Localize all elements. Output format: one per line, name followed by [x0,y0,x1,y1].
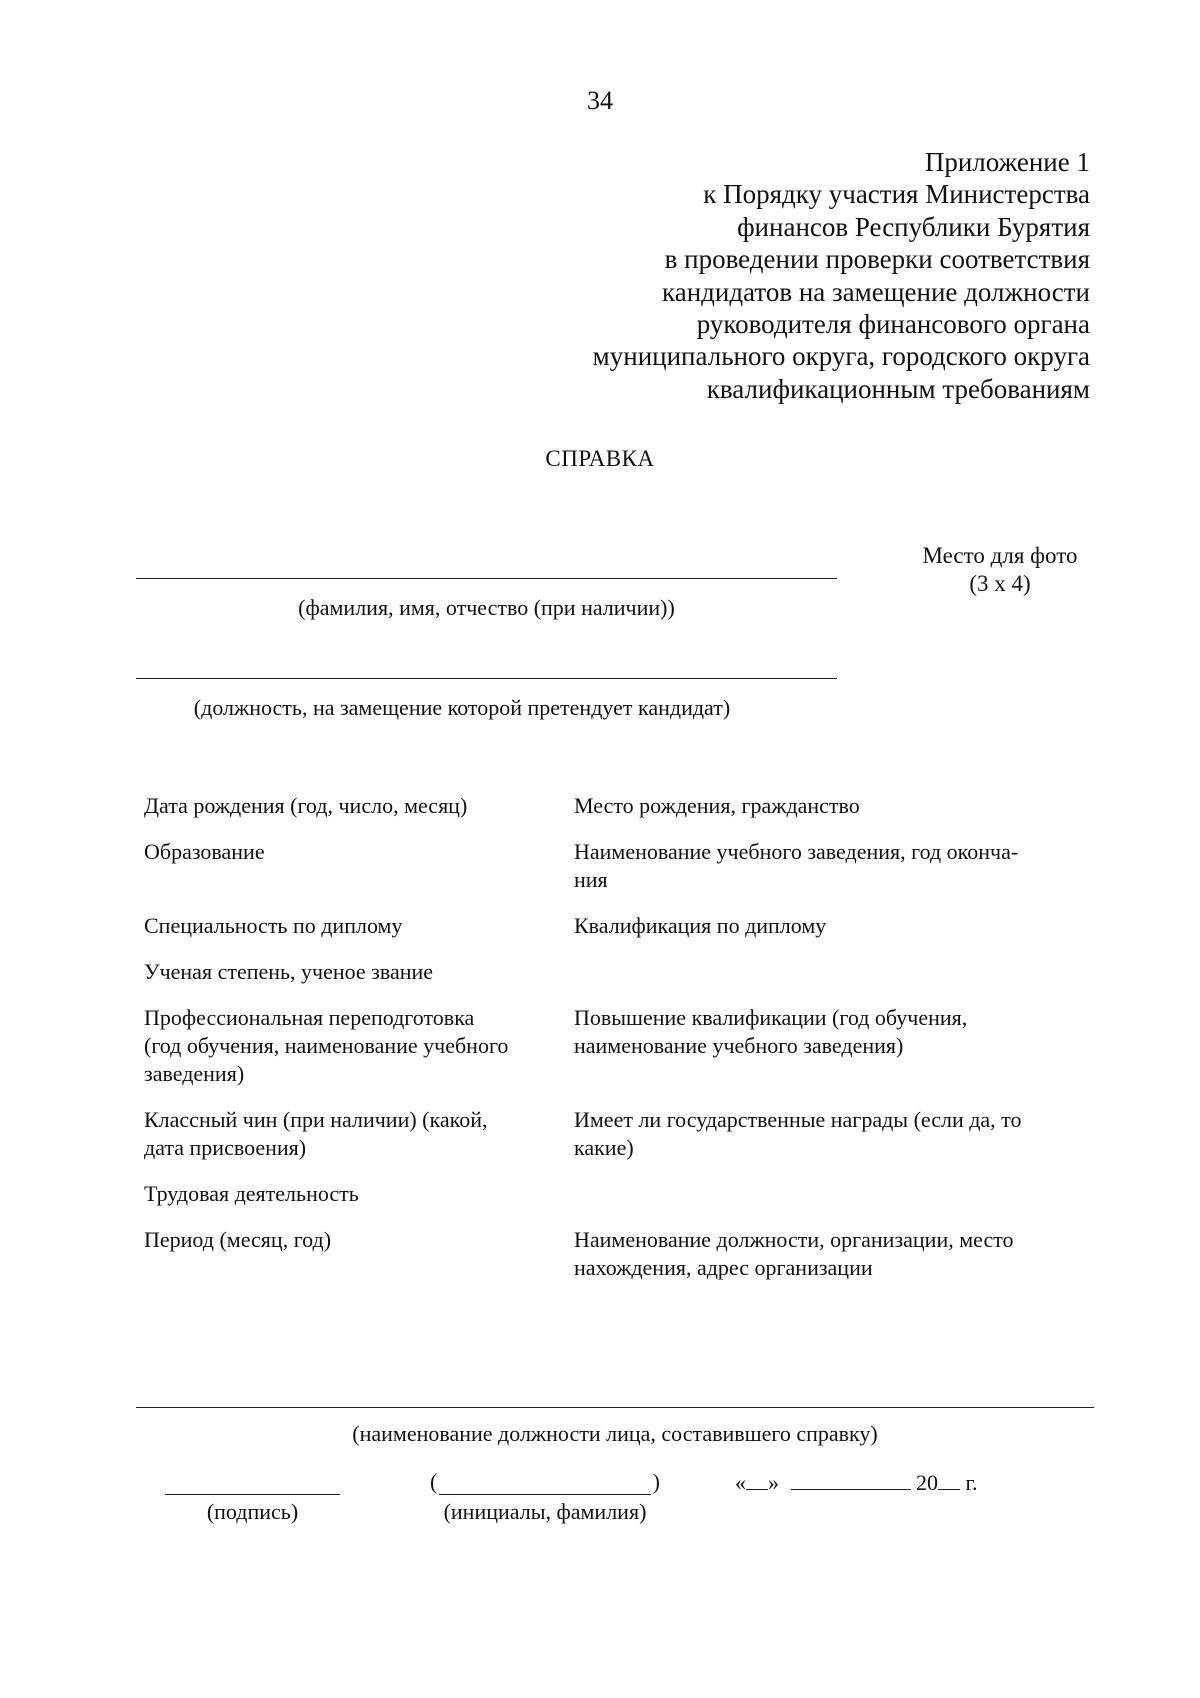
date-close-quote: » [768,1470,779,1495]
field-label: Трудовая деятельность [144,1181,359,1206]
field-label: Ученая степень, ученое звание [144,959,434,984]
field-label: Место рождения, гражданство [574,793,860,818]
field-label: Повышение квалификации (год обучения, наименование учебного заведения) [574,1005,968,1058]
close-paren: ) [652,1469,660,1494]
field-label: Наименование должности, организации, место нахождения, адрес организации [574,1227,1014,1280]
date-open-quote: « [735,1470,746,1495]
field-label: Наименование учебного заведения, год оконча- ния [574,839,1019,892]
initials-caption: (инициалы, фамилия) [443,1499,647,1524]
fields-list [144,792,1094,1300]
appendix-header [450,146,1090,405]
open-paren: ( [430,1469,438,1494]
appendix-line: руководителя финансового органа [696,309,1090,340]
position-fill-line[interactable] [136,678,837,679]
fio-fill-line[interactable] [136,578,837,579]
field-label [574,1180,1094,1208]
field-row [144,1226,1094,1282]
field-label: Имеет ли государственные награды (если да, то какие) [574,1107,1022,1160]
year-fill-line[interactable] [938,1471,960,1490]
signature-caption: (подпись) [206,1499,299,1524]
field-label: Дата рождения (год, число, месяц) [144,793,468,818]
appendix-line: муниципального округа, городского округа [592,341,1090,372]
appendix-line: кандидатов на замещение должности [662,276,1090,307]
date-year-suffix: г. [965,1470,978,1495]
field-row [144,1180,1094,1208]
signature-block [165,1470,340,1525]
photo-size: (3 х 4) [969,571,1031,596]
photo-placeholder [900,542,1100,598]
appendix-line: финансов Республики Бурятия [737,211,1090,242]
photo-label: Место для фото [922,543,1078,568]
field-label: Квалификация по диплому [574,913,827,938]
field-label [574,958,1094,986]
field-row [144,958,1094,986]
initials-fill-line[interactable] [439,1474,650,1495]
field-label: Период (месяц, год) [144,1227,332,1252]
field-label: Образование [144,839,265,864]
compiler-position-fill-line[interactable] [136,1407,1094,1408]
appendix-line: Приложение 1 [924,147,1090,177]
date-field [735,1470,995,1496]
date-year-prefix: 20 [916,1470,938,1495]
appendix-line: к Порядку участия Министерства [703,179,1090,210]
signature-fill-line[interactable] [165,1470,340,1495]
initials-block [430,1470,660,1525]
appendix-line: в проведении проверки соответствия [664,244,1090,275]
document-title: СПРАВКА [545,446,655,471]
field-label: Специальность по диплому [144,913,403,938]
field-row [144,838,1094,894]
initials-field[interactable] [430,1470,660,1495]
page-number: 34 [587,86,613,115]
month-fill-line[interactable] [791,1471,911,1490]
field-row [144,1004,1094,1088]
fio-caption: (фамилия, имя, отчество (при наличии)) [298,595,675,620]
field-row [144,912,1094,940]
field-label: Профессиональная переподготовка (год обучения, наименование учебного заведения) [144,1005,509,1086]
field-row [144,1106,1094,1162]
field-row [144,792,1094,820]
day-fill-line[interactable] [746,1471,768,1490]
position-caption: (должность, на замещение которой претендует кандидат) [193,695,731,720]
appendix-line: квалификационным требованиям [706,373,1090,404]
compiler-position-caption: (наименование должности лица, составившего справку) [352,1421,878,1446]
field-label: Классный чин (при наличии) (какой, дата присвоения) [144,1107,488,1160]
